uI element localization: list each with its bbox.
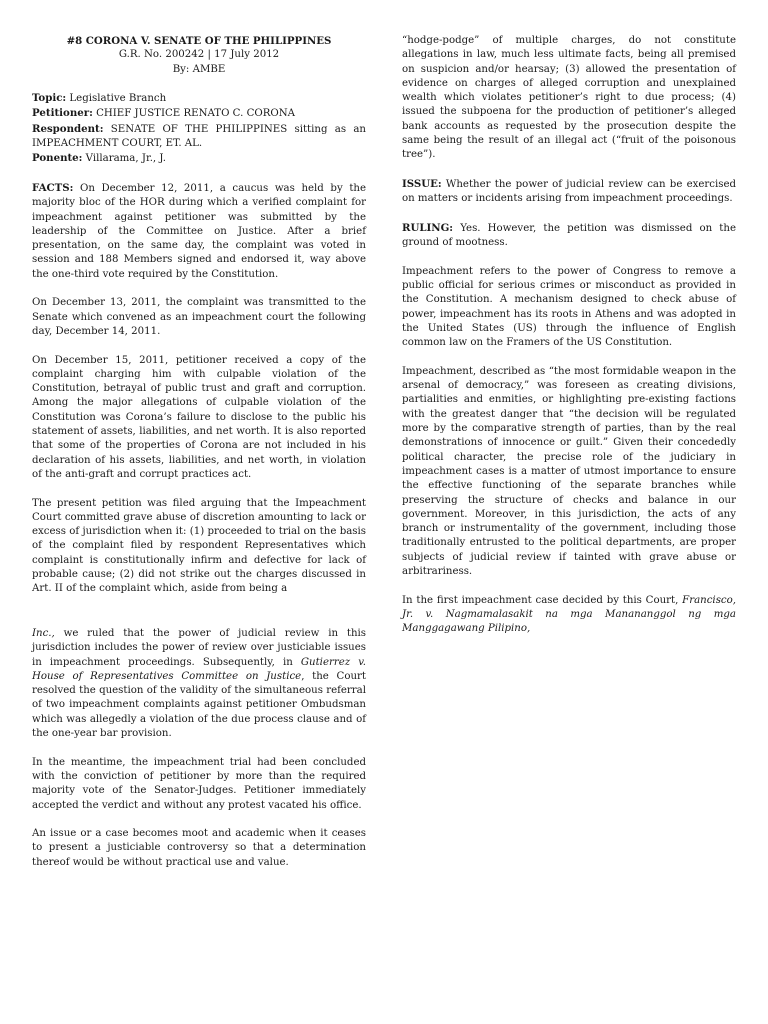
page2-text-a: we ruled that the power of judicial review in this jurisdiction includes the power of review over justiciable issues in impeachment proceedings. Subsequently, in <box>32 628 366 668</box>
facts-label: FACTS: <box>32 181 74 194</box>
respondent-value-line1: SENATE OF THE PHILIPPINES sitting as an <box>103 123 366 135</box>
document-title: #8 CORONA V. SENATE OF THE PHILIPPINES <box>66 35 332 47</box>
ruling-p3-case: Francisco, Jr. v. Nagmamalasakit na mga Manananggol ng mga Manggagawang Pilipino, <box>402 594 736 635</box>
ruling-paragraph-3 <box>402 594 736 637</box>
ponente-label: Ponente: <box>32 152 83 165</box>
facts-paragraph-2: On December 13, 2011, the complaint was transmitted to the Senate which convened as an impeachment court the following day, December 14, 2011. <box>32 297 366 337</box>
ruling-p3-text: In the first impeachment case decided by this Court, <box>402 594 683 606</box>
petition-grounds-continued: “hodge-podge” of multiple charges, do not constitute allegations in law, much less ultimate facts, being all premised on suspicion and/or hearsay; (3) allowed the presentation of evidence on charges of alleged corruption and unexplained wealth which violates petitioner’s right to due process; (4) issued the subpoena for the production of petitioner’s alleged bank accounts as requested by the prosecution despite the same being the result of an illegal act (“fruit of the poisonous tree”). <box>402 35 736 161</box>
petitioner-label: Petitioner: <box>32 107 93 120</box>
topic-field <box>32 91 366 106</box>
facts-paragraph-1 <box>32 181 366 282</box>
petitioner-value: CHIEF JUSTICE RENATO C. CORONA <box>92 108 296 120</box>
issue-text: Whether the power of judicial review can be exercised on matters or incidents arising from impeachment proceedings. <box>402 178 736 205</box>
facts-text-1: On December 12, 2011, a caucus was held by the majority bloc of the HOR during which a verified complaint for impeachment against petitioner was submitted by the leadership of the Committee on Justice. After a brief presentation, on the same day, the complaint was voted in session and 188 Members signed and endorsed it, way above the one-third vote required by the Constitution. <box>32 182 366 280</box>
page2-paragraph-2: In the meantime, the impeachment trial had been concluded with the conviction of petitioner by more than the required majority vote of the Senator-Judges. Petitioner immediately accepted the verdict and without any protest vacated his office. <box>32 756 366 811</box>
respondent-label: Respondent: <box>32 122 104 135</box>
page2-case-gutierrez: Gutierrez v. House of Representatives Committee on Justice <box>32 656 366 682</box>
respondent-value-line2: IMPEACHMENT COURT, ET. AL. <box>32 138 203 150</box>
respondent-field-cont <box>32 137 366 151</box>
ruling-label: RULING: <box>402 221 454 234</box>
respondent-field <box>32 122 366 137</box>
facts-paragraph-3: On December 15, 2011, petitioner received a copy of the complaint charging him with culpable violation of the Constitution, betrayal of public trust and graft and corruption. Among the major allegations of culpable violation of the Constitution was Corona’s failure to disclose to the public his statement of assets, liabilities, and net worth. It is also reported that some of the properties of Corona are not included in his declaration of his assets, liabilities, and net worth, in violation of the anti-graft and corrupt practices act. <box>32 354 366 480</box>
page2-paragraph-1 <box>32 627 366 741</box>
facts-paragraph-4: The present petition was filed arguing that the Impeachment Court committed grave abuse of discretion amounting to lack or excess of jurisdiction when it: (1) proceeded to trial on the basis of the complaint filed by respondent Representatives which complaint is constitutionally infirm and defective for lack of probable cause; (2) did not strike out the charges discussed in Art. II of the complaint which, aside from being a <box>32 497 366 595</box>
left-column-bottom <box>32 627 366 884</box>
right-column-top <box>402 34 736 651</box>
topic-label: Topic: <box>32 92 67 105</box>
issue-label: ISSUE: <box>402 177 442 190</box>
ruling-text: Yes. However, the petition was dismissed on the ground of mootness. <box>402 222 736 249</box>
petitioner-field <box>32 106 366 121</box>
issue-paragraph <box>402 177 736 207</box>
ruling-paragraph-1: Impeachment refers to the power of Congress to remove a public official for serious crimes or misconduct as provided in the Constitution. A mechanism designed to check abuse of power, impeachment has its roots in Athens and was adopted in the United States (US) through the influence of English common law on the Framers of the US Constitution. <box>402 265 736 349</box>
page2-case-end: Inc., <box>32 628 55 639</box>
ponente-value: Villarama, Jr., J. <box>82 153 166 165</box>
page2-paragraph-3: An issue or a case becomes moot and academic when it ceases to present a justiciable controversy so that a determination thereof would be without practical use and value. <box>32 828 366 868</box>
page2-text-b: , the Court resolved the question of the validity of the simultaneous referral of two impeachment complaints against petitioner Ombudsman which was allegedly a violation of the due process clause and of the one-year bar provision. <box>32 670 366 740</box>
ruling-paragraph-2: Impeachment, described as “the most formidable weapon in the arsenal of democracy,” was foreseen as creating divisions, partialities and enmities, or highlighting pre-existing factions with the greatest danger that “the decision will be regulated more by the comparative strength of parties, than by the real demonstrations of innocence or guilt.” Given their concededly political character, the precise role of the judiciary in impeachment cases is a matter of utmost importance to ensure the effective functioning of the separate branches while preserving the structure of checks and balance in our government. Moreover, in this jurisdiction, the acts of any branch or instrumentality of the government, including those traditionally entrusted to the political departments, are proper subjects of judicial review if tainted with grave abuse or arbitrariness. <box>402 365 736 577</box>
topic-value: Legislative Branch <box>66 93 167 105</box>
ruling-paragraph <box>402 221 736 251</box>
ponente-field <box>32 151 366 166</box>
left-column-top <box>32 34 366 611</box>
author-line: By: AMBE <box>172 63 226 75</box>
gr-number: G.R. No. 200242 | 17 July 2012 <box>118 49 280 61</box>
